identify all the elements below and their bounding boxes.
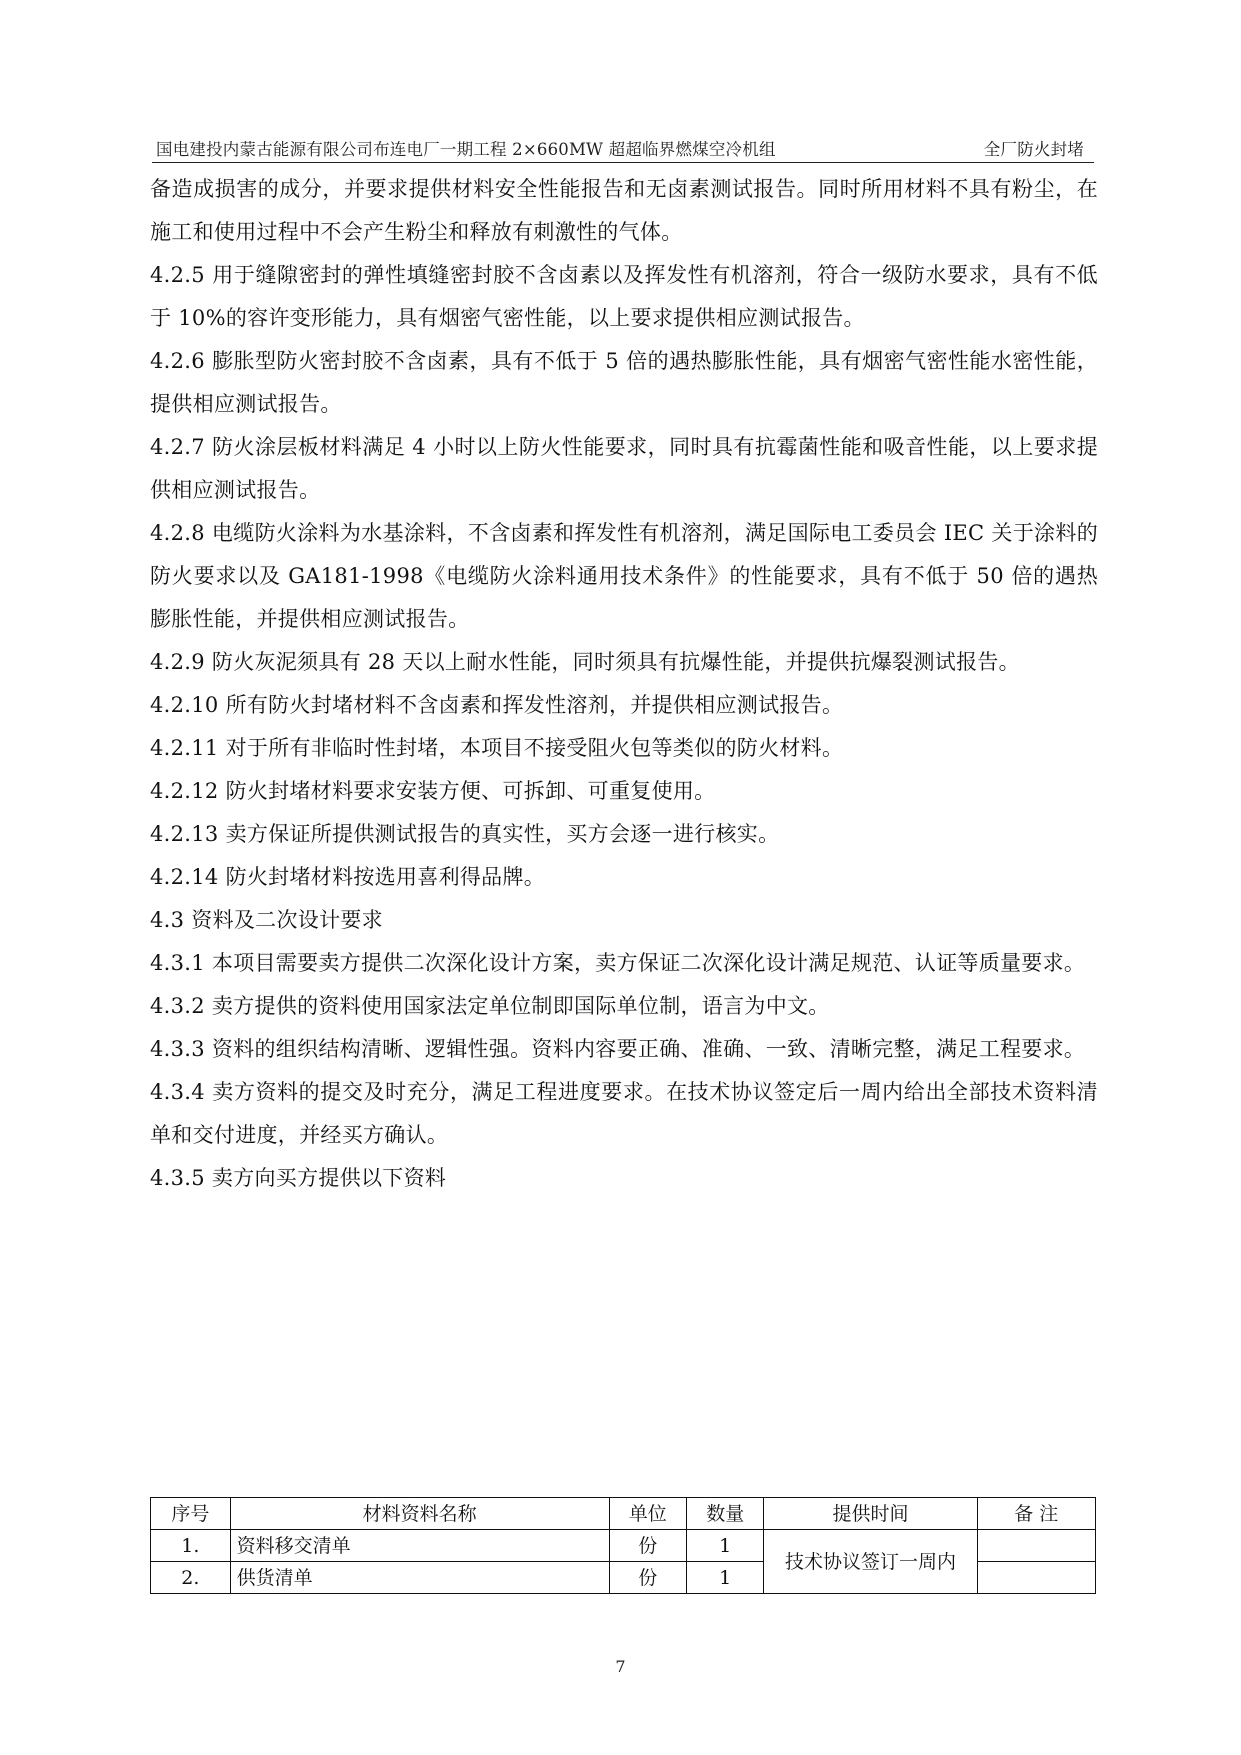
table-row — [151, 1530, 1096, 1562]
header-cell-note: 备 注 — [977, 1498, 1095, 1530]
cell-name: 供货清单 — [230, 1562, 609, 1594]
materials-table — [150, 1497, 1096, 1594]
clause-4-3-4: 4.3.4 卖方资料的提交及时充分，满足工程进度要求。在技术协议签定后一周内给出全部技术资料清单和交付进度，并经买方确认。 — [150, 1080, 1098, 1147]
header-cell-name: 材料资料名称 — [230, 1498, 609, 1530]
clause-4-3-1: 4.3.1 本项目需要卖方提供二次深化设计方案，卖方保证二次深化设计满足规范、认证等质量要求。 — [150, 951, 1086, 975]
header-cell-no: 序号 — [151, 1498, 231, 1530]
clause-4-2-7: 4.2.7 防火涂层板材料满足 4 小时以上防火性能要求，同时具有抗霉菌性能和吸音性能，以上要求提供相应测试报告。 — [150, 435, 1098, 502]
clause-4-2-9: 4.2.9 防火灰泥须具有 28 天以上耐水性能，同时须具有抗爆性能，并提供抗爆裂测试报告。 — [150, 650, 1020, 674]
cell-qty: 1 — [686, 1562, 763, 1594]
clause-4-2-8: 4.2.8 电缆防火涂料为水基涂料，不含卤素和挥发性有机溶剂，满足国际电工委员会 IEC 关于涂料的防火要求以及 GA181-1998《电缆防火涂料通用技术条件》的性能要求，具有不低于 50 倍的遇热膨胀性能，并提供相应测试报告。 — [150, 521, 1098, 631]
header-cell-time: 提供时间 — [764, 1498, 977, 1530]
section-heading-4-3: 4.3 资料及二次设计要求 — [150, 908, 383, 932]
cell-note — [977, 1562, 1095, 1594]
clause-4-2-11: 4.2.11 对于所有非临时性封堵，本项目不接受阻火包等类似的防火材料。 — [150, 736, 844, 760]
header-cell-qty: 数量 — [686, 1498, 763, 1530]
clause-4-3-3: 4.3.3 资料的组织结构清晰、逻辑性强。资料内容要正确、准确、一致、清晰完整，满足工程要求。 — [150, 1037, 1086, 1061]
cell-no: 1. — [151, 1530, 231, 1562]
cell-unit: 份 — [609, 1530, 686, 1562]
cell-qty: 1 — [686, 1530, 763, 1562]
document-body — [150, 168, 1098, 1200]
table-header-row — [151, 1498, 1096, 1530]
cell-unit: 份 — [609, 1562, 686, 1594]
cell-name: 资料移交清单 — [230, 1530, 609, 1562]
cell-no: 2. — [151, 1562, 231, 1594]
clause-4-2-5: 4.2.5 用于缝隙密封的弹性填缝密封胶不含卤素以及挥发性有机溶剂，符合一级防水要求，具有不低于 10%的容许变形能力，具有烟密气密性能，以上要求提供相应测试报告。 — [150, 263, 1098, 330]
clause-4-2-14: 4.2.14 防火封堵材料按选用喜利得品牌。 — [150, 865, 546, 889]
header-section-title: 全厂防火封堵 — [983, 140, 1084, 159]
clause-4-2-10: 4.2.10 所有防火封堵材料不含卤素和挥发性溶剂，并提供相应测试报告。 — [150, 693, 844, 717]
paragraph-continued: 备造成损害的成分，并要求提供材料安全性能报告和无卤素测试报告。同时所用材料不具有粉尘，在施工和使用过程中不会产生粉尘和释放有刺激性的气体。 — [150, 177, 1098, 244]
cell-note — [977, 1530, 1095, 1562]
page-number: 7 — [615, 1657, 626, 1676]
header-cell-unit: 单位 — [609, 1498, 686, 1530]
clause-4-3-5: 4.3.5 卖方向买方提供以下资料 — [150, 1166, 447, 1190]
clause-4-2-13: 4.2.13 卖方保证所提供测试报告的真实性，买方会逐一进行核实。 — [150, 822, 780, 846]
clause-4-2-12: 4.2.12 防火封堵材料要求安装方便、可拆卸、可重复使用。 — [150, 779, 716, 803]
clause-4-3-2: 4.3.2 卖方提供的资料使用国家法定单位制即国际单位制，语言为中文。 — [150, 994, 830, 1018]
header-project-title: 国电建投内蒙古能源有限公司布连电厂一期工程 2×660MW 超超临界燃煤空冷机组 — [156, 140, 776, 159]
page-header — [152, 136, 1094, 163]
cell-time-merged: 技术协议签订一周内 — [764, 1530, 977, 1594]
clause-4-2-6: 4.2.6 膨胀型防火密封胶不含卤素，具有不低于 5 倍的遇热膨胀性能，具有烟密气密性能水密性能，提供相应测试报告。 — [150, 349, 1098, 416]
